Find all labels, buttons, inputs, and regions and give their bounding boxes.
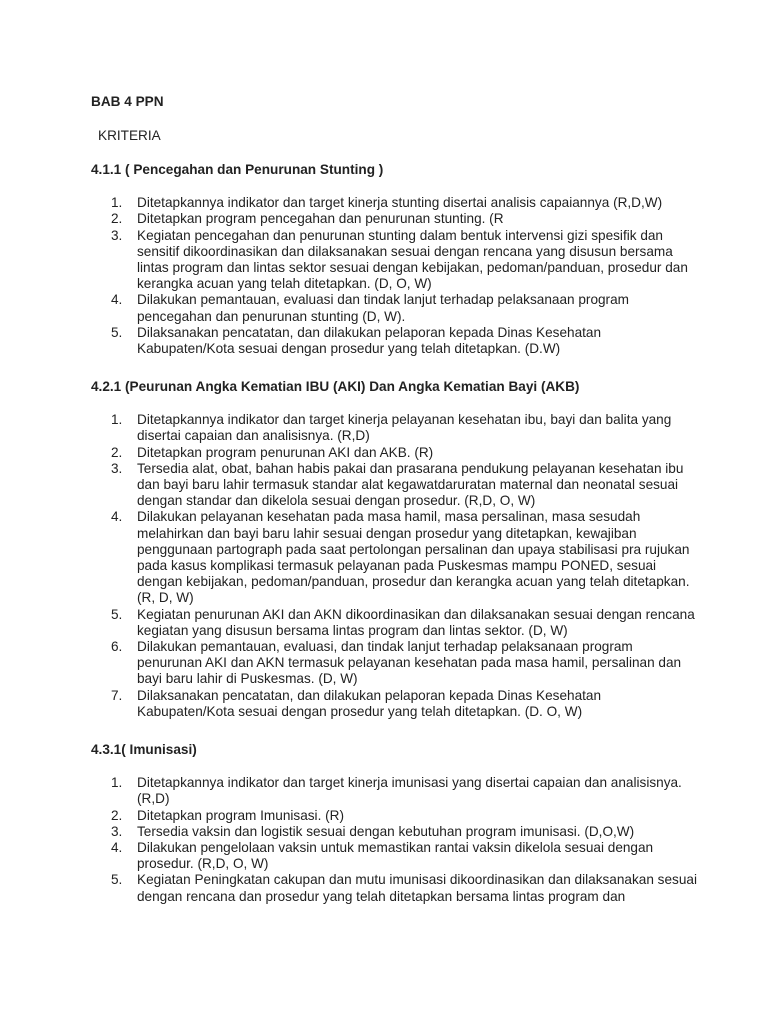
item-number: 5. — [111, 324, 123, 340]
item-number: 1. — [111, 775, 123, 791]
list-item — [91, 607, 697, 639]
list-item — [91, 824, 697, 840]
item-number: 6. — [111, 639, 123, 655]
item-number: 2. — [111, 807, 123, 823]
section-stunting — [91, 162, 691, 357]
list-item — [91, 228, 697, 293]
list-item — [91, 509, 697, 606]
item-text: Ditetapkan program penurunan AKI dan AKB. (R) — [137, 444, 434, 460]
list-item — [91, 325, 697, 357]
criteria-list — [91, 412, 695, 720]
list-item — [91, 195, 697, 211]
list-item — [91, 292, 697, 324]
criteria-list — [91, 195, 691, 357]
list-item — [91, 639, 697, 688]
list-item — [91, 775, 697, 807]
list-item — [91, 840, 697, 872]
section-aki-akb — [91, 379, 695, 720]
section-heading: 4.1.1 ( Pencegahan dan Penurunan Stunting ) — [91, 162, 384, 177]
item-number: 4. — [111, 509, 123, 525]
section-heading: 4.3.1( Imunisasi) — [91, 742, 197, 757]
item-text: Tersedia vaksin dan logistik sesuai dengan kebutuhan program imunisasi. (D,O,W) — [137, 823, 635, 839]
item-number: 5. — [111, 606, 123, 622]
item-text: Ditetapkan program Imunisasi. (R) — [137, 807, 344, 823]
item-text: Dilaksanakan pencatatan, dan dilakukan pelaporan kepada Dinas Kesehatan Kabupaten/Kota sesuai dengan prosedur yang telah ditetapkan. (D. O, W) — [137, 687, 602, 719]
item-number: 3. — [111, 823, 123, 839]
list-item — [91, 872, 697, 904]
item-number: 2. — [111, 444, 123, 460]
list-item — [91, 412, 697, 444]
item-text: Ditetapkannya indikator dan target kinerja imunisasi yang disertai capaian dan analisisnya. (R,D) — [137, 775, 682, 807]
item-text: Ditetapkannya indikator dan target kinerja stunting disertai analisis capaiannya (R,D,W) — [137, 195, 663, 211]
item-text: Dilakukan pengelolaan vaksin untuk memastikan rantai vaksin dikelola sesuai dengan prosedur. (R,D, O, W) — [137, 840, 654, 872]
list-item — [91, 461, 697, 510]
item-number: 1. — [111, 412, 123, 428]
item-text: Ditetapkan program pencegahan dan penurunan stunting. (R — [137, 211, 504, 227]
item-text: Dilakukan pemantauan, evaluasi, dan tindak lanjut terhadap pelaksanaan program penurunan AKI dan AKN termasuk pelayanan kesehatan pada masa hamil, persalinan dan bayi baru lahir di Puskesmas. (D, W) — [137, 639, 682, 687]
item-number: 1. — [111, 195, 123, 211]
item-number: 7. — [111, 687, 123, 703]
section-imunisasi — [91, 742, 697, 905]
item-number: 3. — [111, 227, 123, 243]
item-text: Ditetapkannya indikator dan target kinerja pelayanan kesehatan ibu, bayi dan balita yang disertai capaian dan analisisnya. (R,D) — [137, 412, 672, 444]
list-item — [91, 445, 697, 461]
item-number: 4. — [111, 840, 123, 856]
document-subtitle: KRITERIA — [98, 128, 161, 143]
item-text: Tersedia alat, obat, bahan habis pakai dan prasarana pendukung pelayanan kesehatan ibu dan bayi baru lahir termasuk standar alat kegawatdaruratan maternal dan neonatal sesuai dengan standar dan dikelola sesuai dengan prosedur. (R,D, O, W) — [137, 460, 684, 509]
item-text: Dilakukan pelayanan kesehatan pada masa hamil, masa persalinan, masa sesudah melahirkan dan bayi baru lahir sesuai dengan prosedur yang ditetapkan, kewajiban penggunaan partograph pada saat pertolongan persalinan dan upaya stabilisasi pra rujukan pada kasus komplikasi termasuk pelayanan pada Puskesmas mampu PONED, sesuai dengan kebijakan, pedoman/panduan, prosedur dan kerangka acuan yang telah ditetapkan. (R, D, W) — [137, 509, 690, 606]
document-title: BAB 4 PPN — [91, 94, 164, 109]
criteria-list — [91, 775, 697, 905]
list-item — [91, 808, 697, 824]
section-heading: 4.2.1 (Peurunan Angka Kematian IBU (AKI) Dan Angka Kematian Bayi (AKB) — [91, 379, 580, 394]
item-number: 4. — [111, 292, 123, 308]
item-number: 3. — [111, 460, 123, 476]
item-text: Kegiatan pencegahan dan penurunan stunting dalam bentuk intervensi gizi spesifik dan sensitif dikoordinasikan dan dilaksanakan sesuai dengan rencana yang disusun bersama lintas program dan lintas sektor sesuai dengan kebijakan, pedoman/panduan, prosedur dan kerangka acuan yang telah ditetapkan. (D, O, W) — [137, 227, 688, 292]
item-text: Dilakukan pemantauan, evaluasi dan tindak lanjut terhadap pelaksanaan program pencegahan dan penurunan stunting (D, W). — [137, 292, 629, 324]
item-text: Kegiatan Peningkatan cakupan dan mutu imunisasi dikoordinasikan dan dilaksanakan sesuai dengan rencana dan prosedur yang telah ditetapkan bersama lintas program dan — [137, 872, 697, 904]
item-number: 5. — [111, 872, 123, 888]
list-item — [91, 211, 697, 227]
item-text: Kegiatan penurunan AKI dan AKN dikoordinasikan dan dilaksanakan sesuai dengan rencana kegiatan yang disusun bersama lintas program dan lintas sektor. (D, W) — [137, 606, 695, 638]
item-text: Dilaksanakan pencatatan, dan dilakukan pelaporan kepada Dinas Kesehatan Kabupaten/Kota sesuai dengan prosedur yang telah ditetapkan. (D.W) — [137, 324, 602, 357]
item-number: 2. — [111, 211, 123, 227]
list-item — [91, 688, 697, 720]
